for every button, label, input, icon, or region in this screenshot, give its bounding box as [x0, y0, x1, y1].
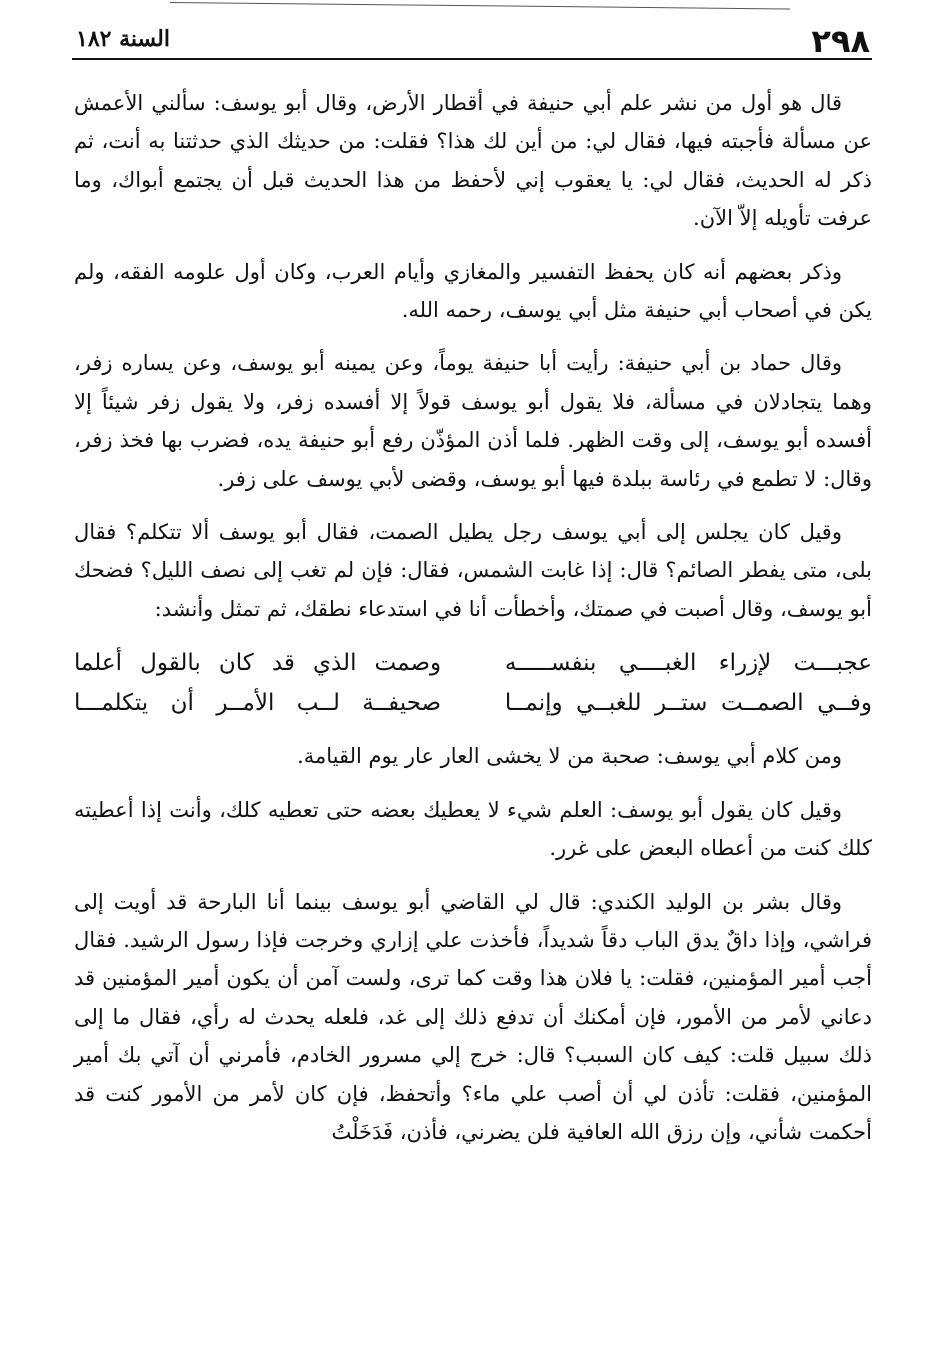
verse-first-hemistich: وفــي الصمــت ستــر للغبــي وإنمــا: [504, 690, 872, 717]
verse-second-hemistich: صحيفــة لــب الأمــر أن يتكلمـــا: [74, 690, 442, 717]
paragraph: قال هو أول من نشر علم أبي حنيفة في أقطار الأرض، وقال أبو يوسف: سألني الأعمش عن مسألة فأجبته فيها، فقال لي: من أين لك هذا؟ فقلت: من حديثك الذي حدثتنا به أنت، ثم ذكر له الحديث، فقال لي: يا يعقوب إني لأحفظ من هذا الحديث قبل أن يجتمع أبواك، وما عرفت تأويله إلاّ الآن.: [74, 91, 872, 231]
paragraph: وقال بشر بن الوليد الكندي: قال لي القاضي أبو يوسف بينما أنا البارحة قد أويت إلى فراشي، وإذا داقٌ يدق الباب دقاً شديداً، فأخذت علي إزاري وخرجت فإذا رسول الرشيد. فقال أجب أمير المؤمنين، فقلت: يا فلان هذا وقت كما ترى، ولست آمن أن يكون أمير المؤمنين قد دعاني لأمر من الأمور، فإن أمكنك أن تدفع ذلك إلى غد، فلعله يحدث له رأي، فقال ما إلى ذلك سبيل قلت: كيف كان السبب؟ قال: خرج إلي مسرور الخادم، فأمرني أن آتي بك أمير المؤمنين، فقلت: تأذن لي أن أصب علي ماء؟ وأتحفظ، فإن كان لأمر من الأمور كنت قد أحكمت شأني، وإن رزق الله العافية فلن يضرني، فأذن، فَدَخَلْتُ: [74, 889, 872, 1144]
header-rule: [72, 58, 872, 60]
page-body: [74, 84, 872, 1166]
verse-line: [74, 643, 872, 683]
verse-line: [74, 683, 872, 723]
paragraph: وقال حماد بن أبي حنيفة: رأيت أبا حنيفة يوماً، وعن يمينه أبو يوسف، وعن يساره زفر، وهما يتجادلان في مسألة، فلا يقول أبو يوسف قولاً إلا أفسده زفر، ولا يقول زفر شيئاً إلا أفسده أبو يوسف، إلى وقت الظهر. فلما أذن المؤذّن رفع أبو حنيفة يده، فضرب بها فخذ زفر، وقال: لا تطمع في رئاسة ببلدة فيها أبو يوسف، وقضى لأبي يوسف على زفر.: [74, 351, 872, 491]
poem: [74, 643, 872, 723]
verse-first-hemistich: عجبـــت لإزراء الغبــــي بنفســـــه: [504, 650, 872, 677]
running-title: السنة ١٨٢: [76, 26, 170, 52]
page-header: [72, 14, 872, 60]
paragraph: وقيل كان يجلس إلى أبي يوسف رجل يطيل الصمت، فقال أبو يوسف ألا تتكلم؟ فقال بلى، متى يفطر الصائم؟ قال: إذا غابت الشمس، فقال: فإن لم تغب إلى نصف الليل؟ فضحك أبو يوسف، وقال أصبت في صمتك، وأخطأت أنا في استدعاء نطقك، ثم تمثل وأنشد:: [74, 520, 872, 621]
paragraph: ومن كلام أبي يوسف: صحبة من لا يخشى العار عار يوم القيامة.: [297, 744, 842, 769]
scan-edge-line: [170, 2, 790, 9]
paragraph: وذكر بعضهم أنه كان يحفظ التفسير والمغازي وأيام العرب، وكان أول علومه الفقه، ولم يكن في أصحاب أبي حنيفة مثل أبي يوسف، رحمه الله.: [74, 259, 872, 323]
page-number: ٢٩٨: [811, 22, 870, 60]
paragraph: وقيل كان يقول أبو يوسف: العلم شيء لا يعطيك بعضه حتى تعطيه كلك، وأنت إذا أعطيته كلك كنت من أعطاه البعض على غرر.: [74, 797, 872, 861]
verse-second-hemistich: وصمت الذي قد كان بالقول أعلما: [74, 650, 442, 677]
